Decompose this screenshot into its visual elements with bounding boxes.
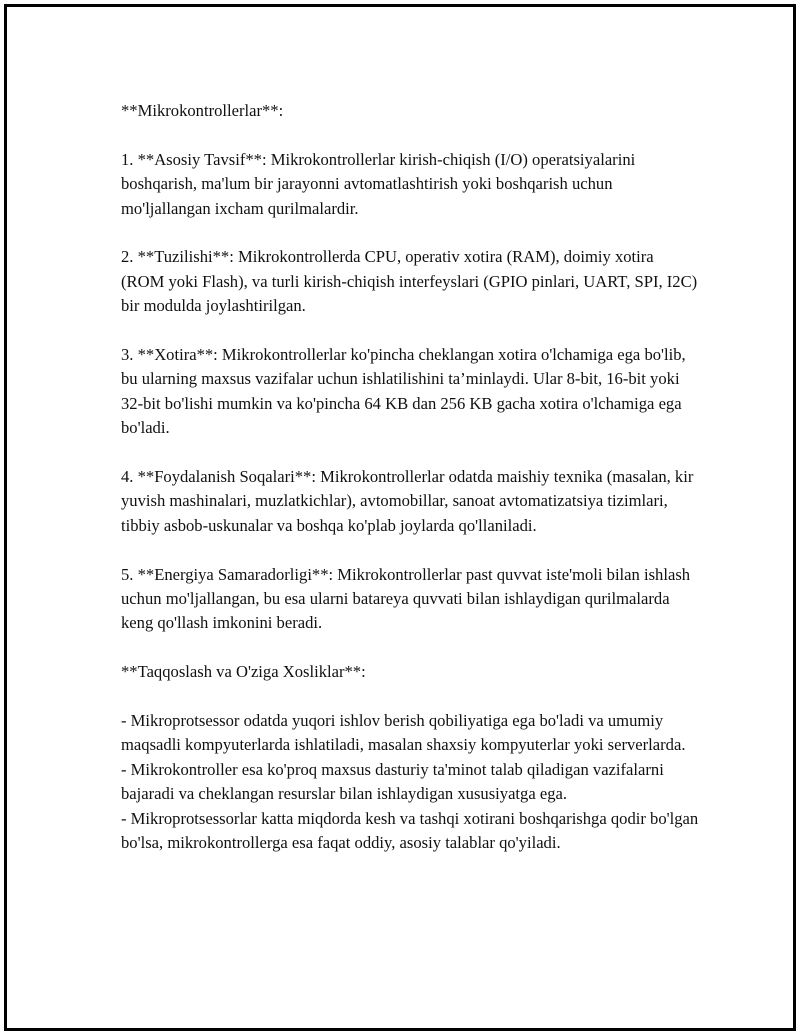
- point-tuzilishi: 2. **Tuzilishi**: Mikrokontrollerda CPU, operativ xotira (RAM), doimiy xotira (ROM yoki Flash), va turli kirish-chiqish interfeyslari (GPIO pinlari, UART, SPI, I2C) bir modulda joylashtirilgan.: [121, 247, 698, 316]
- comparison-list: - Mikroprotsessor odatda yuqori ishlov berish qobiliyatiga ega bo'ladi va umumiy maqsadli kompyuterlarda ishlatiladi, masalan shaxsiy kompyuterlar yoki serverlarda. - Mikrokontroller esa ko'proq maxsus dasturiy ta'minot talab qiladigan vazifalarni bajaradi va cheklangan resurslar bilan ishlaydigan xususiyatga ega. - Mikroprotsessorlar katta miqdorda kesh va tashqi xotirani boshqarishga qodir bo'lgan bo'lsa, mikrokontrollerga esa faqat oddiy, asosiy talablar qo'yiladi.: [121, 711, 699, 853]
- page-frame: [4, 4, 796, 1031]
- point-asosiy-tavsif: 1. **Asosiy Tavsif**: Mikrokontrollerlar kirish-chiqish (I/O) operatsiyalarini boshqarish, ma'lum bir jarayonni avtomatlashtirish yoki boshqarish uchun mo'ljallangan ixcham qurilmalardir.: [121, 149, 636, 218]
- document-body: [121, 99, 701, 855]
- comparison-heading: **Taqqoslash va O'ziga Xosliklar**:: [121, 662, 366, 682]
- point-energiya-samaradorligi: 5. **Energiya Samaradorligi**: Mikrokontrollerlar past quvvat iste'moli bilan ishlash uchun mo'ljallangan, bu esa ularni batareya quvvati bilan ishlaydigan qurilmalarda keng qo'llash imkonini beradi.: [121, 564, 691, 633]
- point-xotira: 3. **Xotira**: Mikrokontrollerlar ko'pincha cheklangan xotira o'lchamiga ega bo'lib, bu ularning maxsus vazifalar uchun ishlatilishini ta’minlaydi. Ular 8-bit, 16-bit yoki 32-bit bo'lishi mumkin va ko'pincha 64 KB dan 256 KB gacha xotira o'lchamiga ega bo'ladi.: [121, 345, 686, 438]
- point-foydalanish-soqalari: 4. **Foydalanish Soqalari**: Mikrokontrollerlar odatda maishiy texnika (masalan, kir yuvish mashinalari, muzlatkichlar), avtomobillar, sanoat avtomatizatsiya tizimlari, tibbiy asbob-uskunalar va boshqa ko'plab joylarda qo'llaniladi.: [121, 467, 694, 535]
- document-heading: **Mikrokontrollerlar**:: [121, 101, 284, 120]
